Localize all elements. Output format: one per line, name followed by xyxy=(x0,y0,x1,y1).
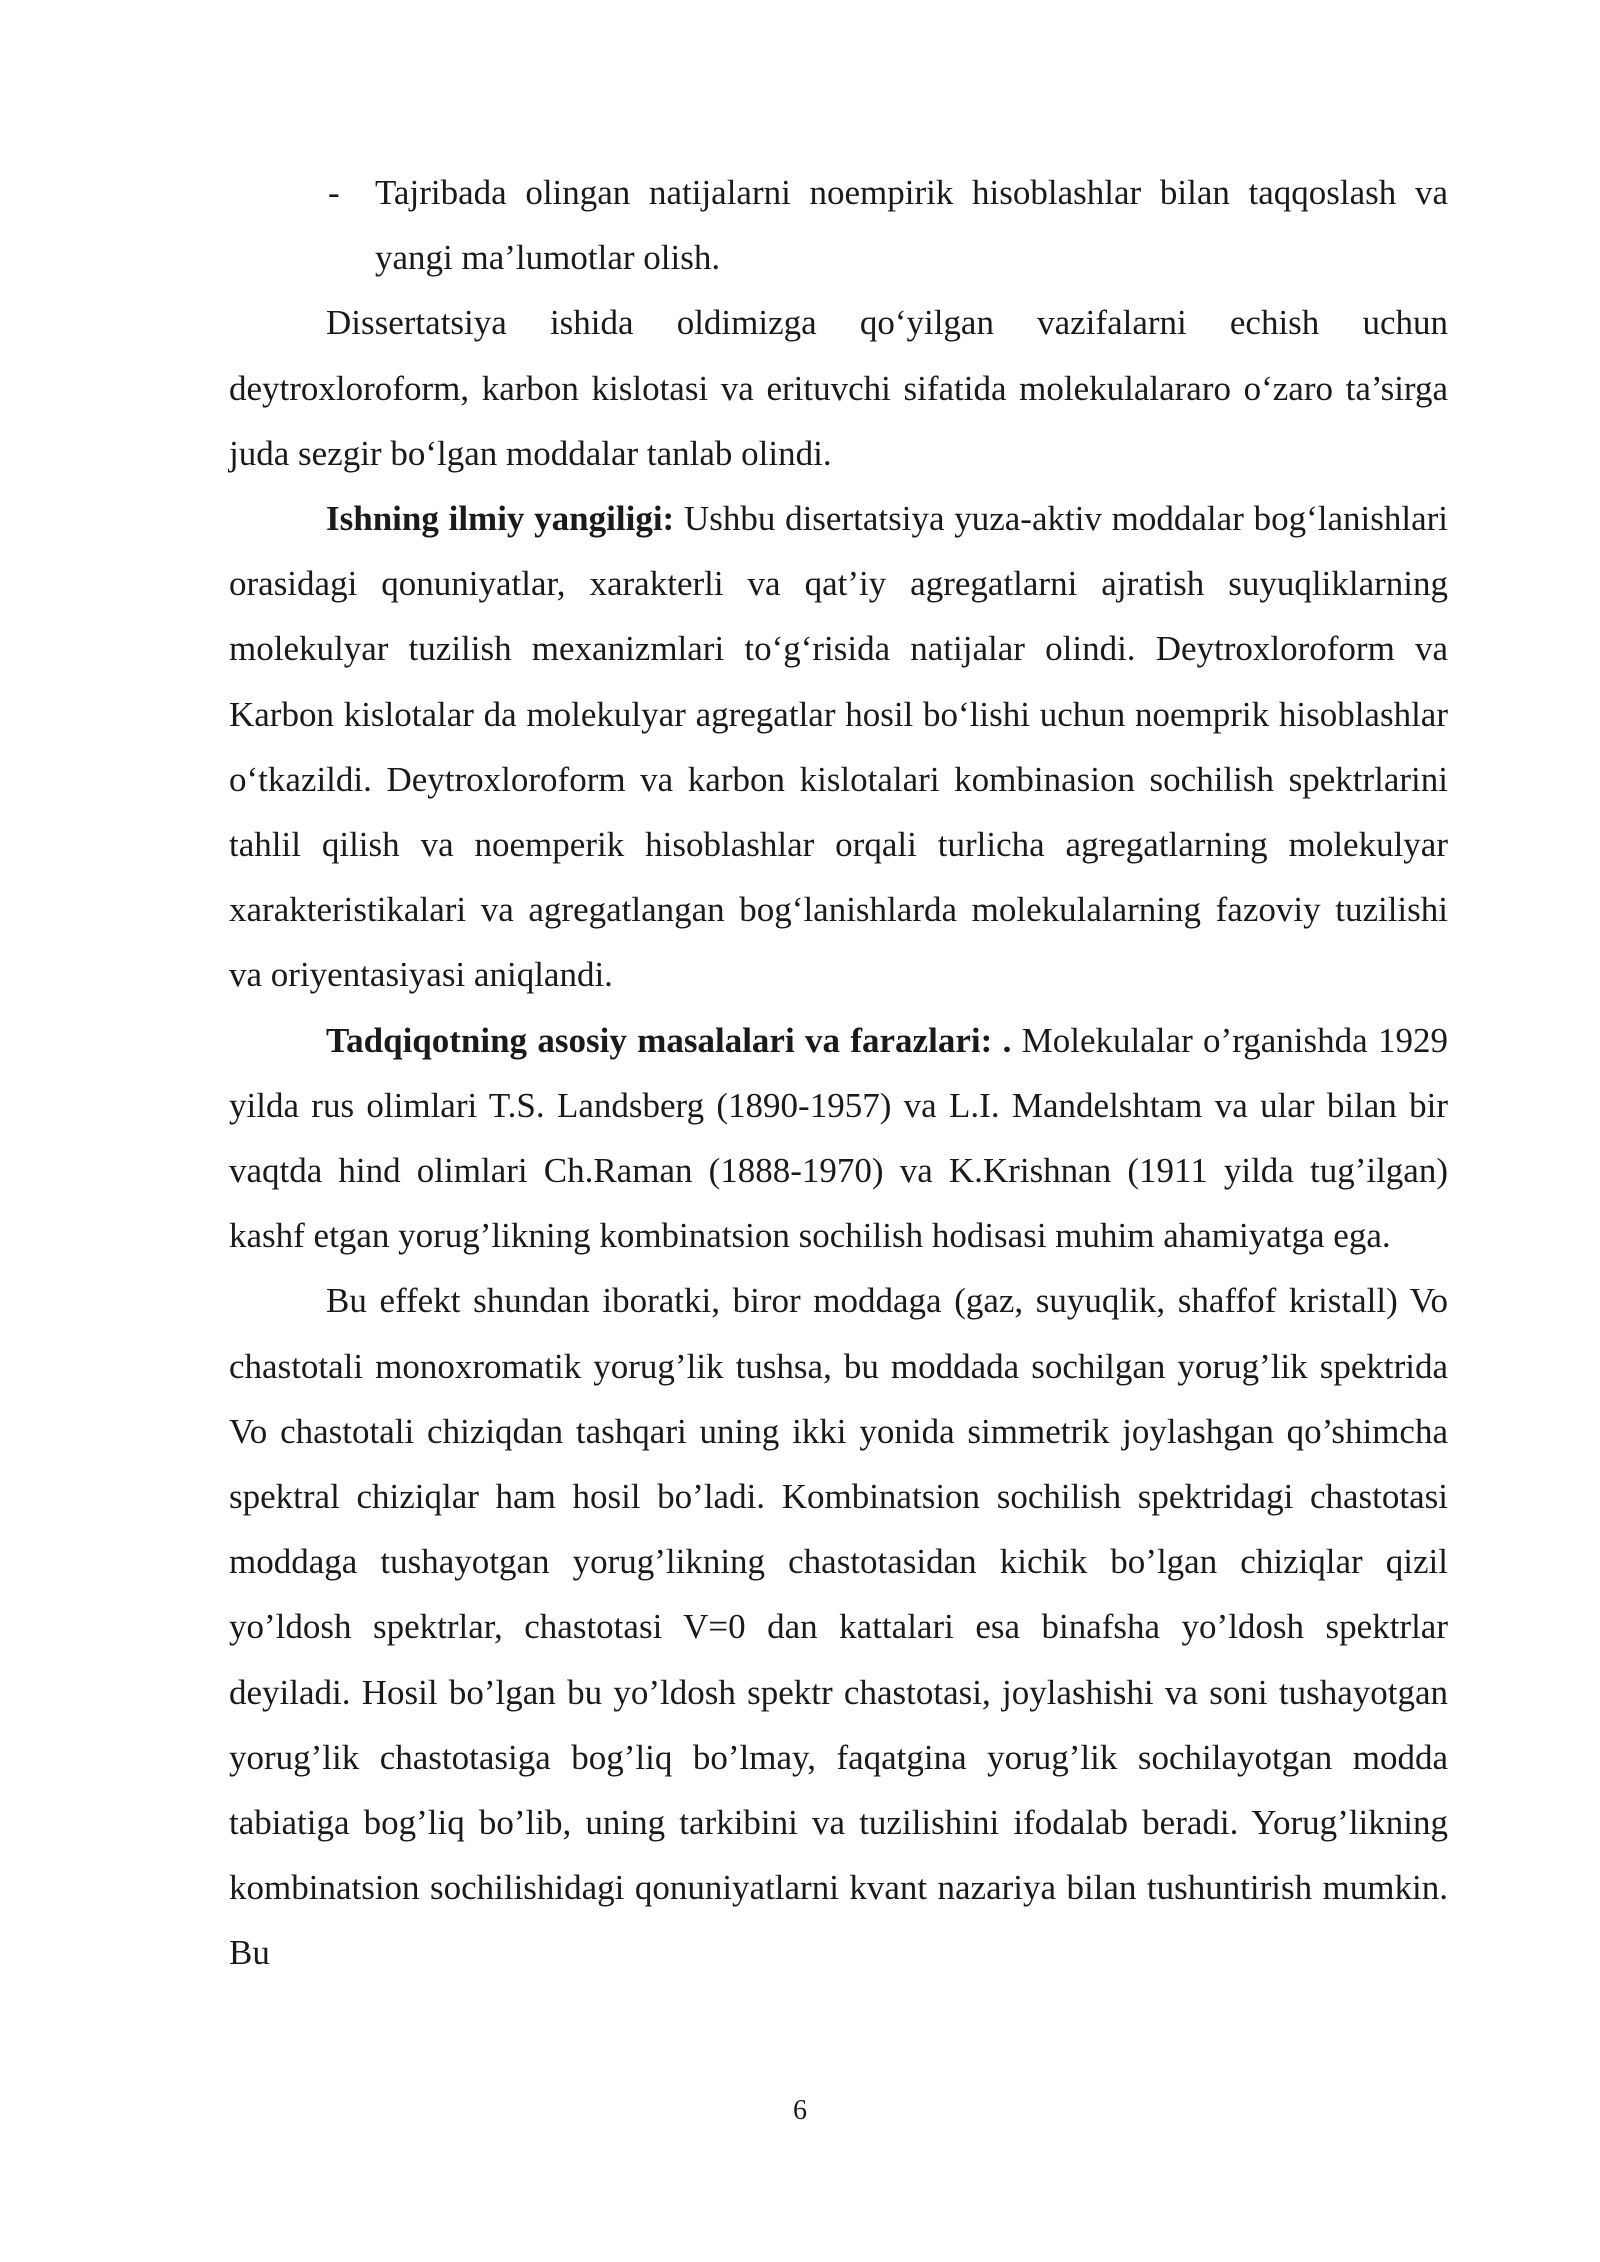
paragraph-heading: Ishning ilmiy yangiligi: xyxy=(326,499,675,539)
bullet-text: Tajribada olingan natijalarni noempirik hisoblashlar bilan taqqoslash va yangi ma’lumotlar olish. xyxy=(375,173,1448,278)
paragraph-heading: Tadqiqotning asosiy masalalari va farazlari: . xyxy=(326,1020,1012,1060)
paragraph-task-solution xyxy=(229,290,1448,486)
page-number: 6 xyxy=(793,2095,807,2126)
paragraph-text: Dissertatsiya ishida oldimizga qo‘yilgan vazifalarni echish uchun deytroxloroform, karbon kislotasi va erituvchi sifatida molekulalararo o‘zaro ta’sirga juda sezgir bo‘lgan moddalar tanlab olindi. xyxy=(229,303,1448,473)
bullet-dash: - xyxy=(328,173,340,212)
bullet-item xyxy=(229,160,1448,290)
paragraph-research-problems xyxy=(229,1008,1448,1269)
body-text xyxy=(229,160,1448,1986)
paragraph-text: Ushbu disertatsiya yuza-aktiv moddalar bog‘lanishlari orasidagi qonuniyatlar, xarakterli va qat’iy agregatlarni ajratish suyuqliklarning molekulyar tuzilish mexanizmlari to‘g‘risida natijalar olindi. Deytroxloroform va Karbon kislotalar da molekulyar agregatlar hosil bo‘lishi uchun noemprik hisoblashlar o‘tkazildi. Deytroxloroform va karbon kislotalari kombinasion sochilish spektrlarini tahlil qilish va noemperik hisoblashlar orqali turlicha agregatlarning molekulyar xarakteristikalari va agregatlangan bog‘lanishlarda molekulalarning fazoviy tuzilishi va oriyentasiyasi aniqlandi. xyxy=(229,499,1448,995)
paragraph-scientific-novelty xyxy=(229,486,1448,1008)
paragraph-text: Molekulalar o’rganishda 1929 yilda rus olimlari T.S. Landsberg (1890-1957) va L.I. Mandelshtam va ular bilan bir vaqtda hind olimlari Ch.Raman (1888-1970) va K.Krishnan (1911 yilda tug’ilgan) kashf etgan yorug’likning kombinatsion sochilish hodisasi muhim ahamiyatga ega. xyxy=(229,1020,1448,1256)
paragraph-text: Bu effekt shundan iboratki, biror moddaga (gaz, suyuqlik, shaffof kristall) Vo chastotali monoxromatik yorug’lik tushsa, bu moddada sochilgan yorug’lik spektrida Vo chastotali chiziqdan tashqari uning ikki yonida simmetrik joylashgan qo’shimcha spektral chiziqlar ham hosil bo’ladi. Kombinatsion sochilish spektridagi chastotasi moddaga tushayotgan yorug’likning chastotasidan kichik bo’lgan chiziqlar qizil yo’ldosh spektrlar, chastotasi V=0 dan kattalari esa binafsha yo’ldosh spektrlar deyiladi. Hosil bo’lgan bu yo’ldosh spektr chastotasi, joylashishi va soni tushayotgan yorug’lik chastotasiga bog’liq bo’lmay, faqatgina yorug’lik sochilayotgan modda tabiatiga bog’liq bo’lib, uning tarkibini va tuzilishini ifodalab beradi. Yorug’likning kombinatsion sochilishidagi qonuniyatlarni kvant nazariya bilan tushuntirish mumkin. Bu xyxy=(229,1281,1448,1973)
paragraph-effect-description xyxy=(229,1268,1448,1985)
